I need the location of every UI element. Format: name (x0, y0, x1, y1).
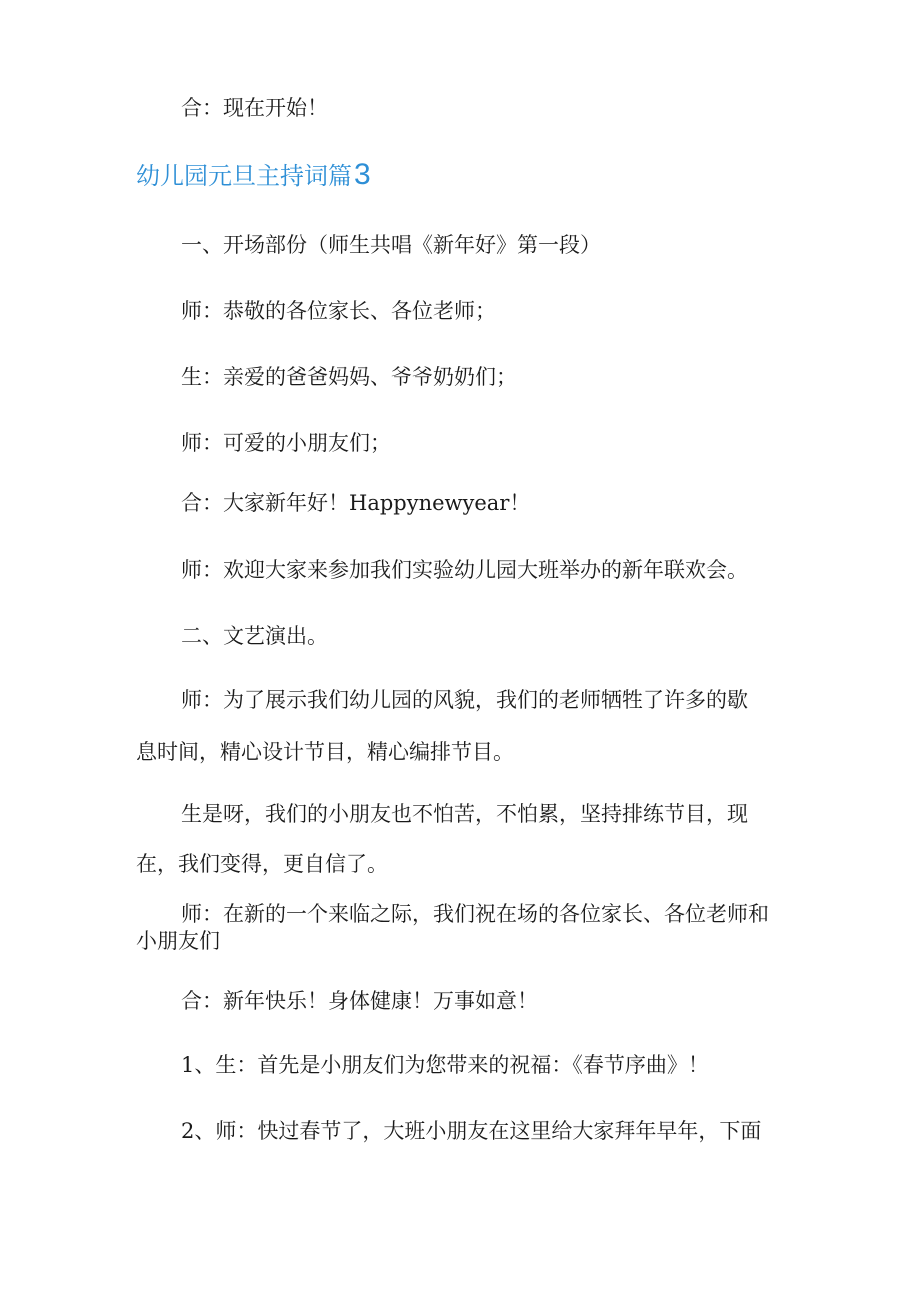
paragraph-teacher-showcase-line2: 息时间，精心设计节目，精心编排节目。 (136, 740, 514, 764)
paragraph-student-greeting: 生：亲爱的爸爸妈妈、爷爷奶奶们； (181, 365, 517, 389)
section-heading (136, 158, 371, 193)
paragraph-student-confident-line1: 生是呀，我们的小朋友也不怕苦，不怕累，坚持排练节目，现 (181, 802, 748, 826)
section-heading-text: 幼儿园元旦主持词篇 (136, 162, 352, 190)
intro-line: 合：现在开始！ (181, 96, 328, 120)
paragraph-teacher-kids: 师：可爱的小朋友们； (181, 431, 391, 455)
paragraph-teacher-wishes-line1: 师：在新的一个来临之际，我们祝在场的各位家长、各位老师和 (181, 902, 769, 926)
paragraph-welcome: 师：欢迎大家来参加我们实验幼儿园大班举办的新年联欢会。 (181, 558, 748, 582)
paragraph-all-wishes: 合：新年快乐！身体健康！万事如意！ (181, 989, 538, 1013)
paragraph-teacher-wishes-line2: 小朋友们 (136, 929, 220, 953)
section-heading-number: 3 (354, 158, 371, 191)
paragraph-student-confident-line2: 在，我们变得，更自信了。 (136, 852, 388, 876)
paragraph-teacher-showcase-line1: 师：为了展示我们幼儿园的风貌，我们的老师牺牲了许多的歇 (181, 688, 748, 712)
paragraph-opening: 一、开场部份（师生共唱《新年好》第一段） (181, 233, 601, 257)
paragraph-item-2: 2、师：快过春节了，大班小朋友在这里给大家拜年早年，下面 (181, 1119, 762, 1143)
paragraph-performance-heading: 二、文艺演出。 (181, 624, 328, 648)
paragraph-teacher-greeting: 师：恭敬的各位家长、各位老师； (181, 299, 496, 323)
paragraph-all-new-year: 合：大家新年好！Happynewyear！ (181, 491, 531, 515)
paragraph-item-1: 1、生：首先是小朋友们为您带来的祝福：《春节序曲》！ (181, 1053, 709, 1077)
